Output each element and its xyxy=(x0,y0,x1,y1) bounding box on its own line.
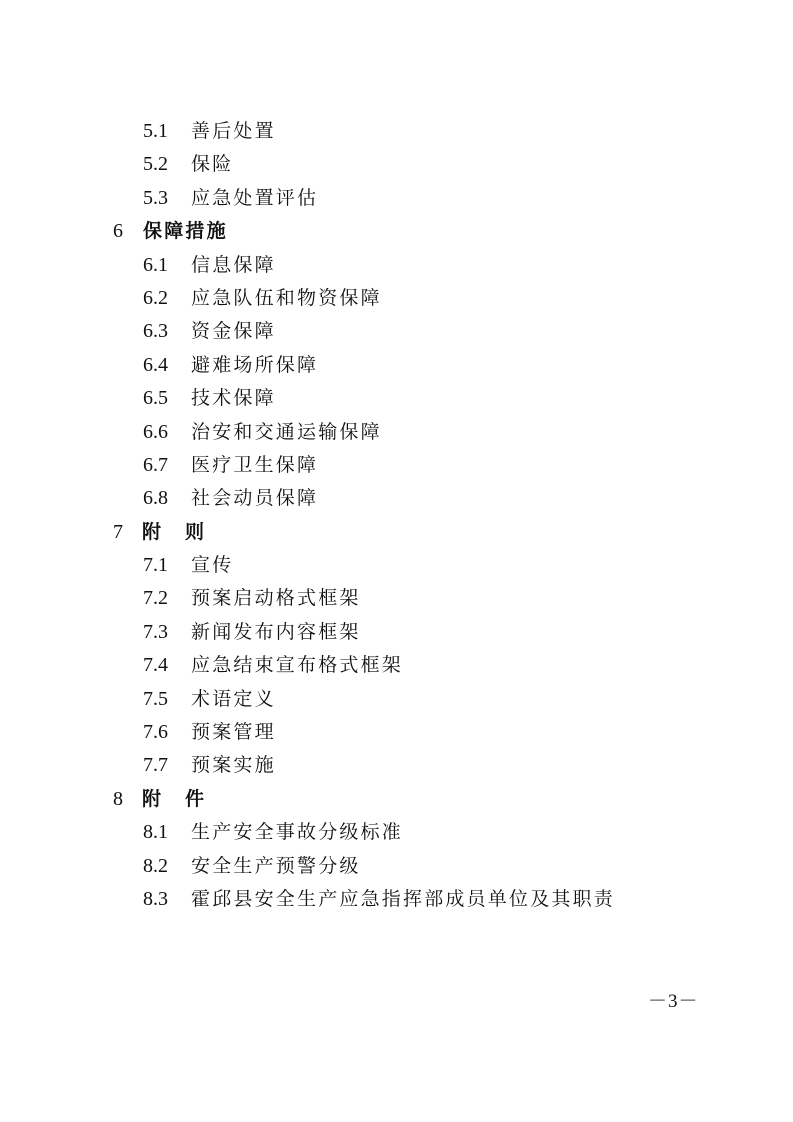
toc-item-number: 7.3 xyxy=(143,620,168,643)
toc-item-title: 宣传 xyxy=(191,554,234,577)
toc-section-6[interactable] xyxy=(0,215,793,248)
toc-item-title: 预案实施 xyxy=(191,754,276,777)
toc-item-number: 6.5 xyxy=(143,387,168,410)
toc-item-number: 7.7 xyxy=(143,754,168,777)
toc-item-7-5[interactable] xyxy=(0,683,793,716)
page-number: －3－ xyxy=(648,991,699,1012)
toc-item-number: 6.1 xyxy=(143,253,168,276)
toc-item-number: 6.7 xyxy=(143,453,168,476)
toc-item-title: 善后处置 xyxy=(191,120,276,142)
toc-item-7-6[interactable] xyxy=(0,716,793,749)
toc-item-title: 术语定义 xyxy=(191,687,276,710)
toc-item-title: 预案管理 xyxy=(191,721,276,744)
toc-item-8-1[interactable] xyxy=(0,816,793,849)
toc-item-title: 生产安全事故分级标准 xyxy=(191,821,404,844)
toc-item-6-3[interactable] xyxy=(0,315,793,348)
toc-section-number: 8 xyxy=(113,787,123,810)
toc-item-title: 应急处置评估 xyxy=(191,186,319,209)
toc-item-5-3[interactable] xyxy=(0,182,793,215)
toc-item-title: 医疗卫生保障 xyxy=(191,453,319,476)
toc-item-7-1[interactable] xyxy=(0,549,793,582)
toc-item-title: 新闻发布内容框架 xyxy=(191,620,361,643)
toc-item-8-2[interactable] xyxy=(0,850,793,883)
toc-item-6-8[interactable] xyxy=(0,482,793,515)
toc-item-title: 预案启动格式框架 xyxy=(191,587,361,610)
toc-item-7-2[interactable] xyxy=(0,582,793,615)
toc-item-title: 避难场所保障 xyxy=(191,353,319,376)
toc-item-number: 7.2 xyxy=(143,587,168,610)
toc-item-7-7[interactable] xyxy=(0,749,793,782)
toc-item-5-2[interactable] xyxy=(0,148,793,181)
toc-item-title: 技术保障 xyxy=(191,387,276,410)
toc-item-number: 8.2 xyxy=(143,854,168,877)
toc-section-title: 附则 xyxy=(142,520,229,543)
toc-item-number: 6.2 xyxy=(143,286,168,309)
toc-item-number: 7.4 xyxy=(143,654,168,677)
toc-item-6-1[interactable] xyxy=(0,249,793,282)
toc-item-6-4[interactable] xyxy=(0,349,793,382)
toc-item-6-2[interactable] xyxy=(0,282,793,315)
toc-item-title: 信息保障 xyxy=(191,253,276,276)
toc-item-title: 治安和交通运输保障 xyxy=(191,420,382,443)
toc-item-5-1[interactable] xyxy=(0,115,793,148)
toc-item-title: 资金保障 xyxy=(191,320,276,343)
toc-section-title: 附件 xyxy=(142,787,229,810)
toc-item-number: 8.1 xyxy=(143,821,168,844)
toc-item-number: 6.3 xyxy=(143,320,168,343)
toc-section-8[interactable] xyxy=(0,783,793,816)
toc-section-number: 6 xyxy=(113,220,123,243)
toc-item-number: 8.3 xyxy=(143,887,168,910)
toc-item-title: 安全生产预警分级 xyxy=(191,854,361,877)
toc-item-6-6[interactable] xyxy=(0,416,793,449)
toc-item-title: 应急队伍和物资保障 xyxy=(191,286,382,309)
toc-section-number: 7 xyxy=(113,520,123,543)
toc-item-7-3[interactable] xyxy=(0,616,793,649)
toc-item-title: 社会动员保障 xyxy=(191,487,319,510)
toc-item-title: 霍邱县安全生产应急指挥部成员单位及其职责 xyxy=(191,887,616,910)
toc-item-number: 7.1 xyxy=(143,554,168,577)
toc-item-7-4[interactable] xyxy=(0,649,793,682)
toc-item-8-3[interactable] xyxy=(0,883,793,916)
toc-item-number: 7.6 xyxy=(143,721,168,744)
toc-item-number: 5.2 xyxy=(143,153,168,176)
toc-item-title: 保险 xyxy=(191,153,234,176)
toc-section-7[interactable] xyxy=(0,516,793,549)
toc-item-number: 7.5 xyxy=(143,687,168,710)
toc-item-number: 6.4 xyxy=(143,353,168,376)
toc-section-title: 保障措施 xyxy=(143,220,228,243)
toc-item-number: 6.8 xyxy=(143,487,168,510)
toc-item-number: 6.6 xyxy=(143,420,168,443)
toc-item-6-5[interactable] xyxy=(0,382,793,415)
toc-item-number: 5.1 xyxy=(143,120,168,142)
toc-item-6-7[interactable] xyxy=(0,449,793,482)
toc-item-title: 应急结束宣布格式框架 xyxy=(191,654,404,677)
toc-item-number: 5.3 xyxy=(143,186,168,209)
table-of-contents xyxy=(0,115,793,916)
